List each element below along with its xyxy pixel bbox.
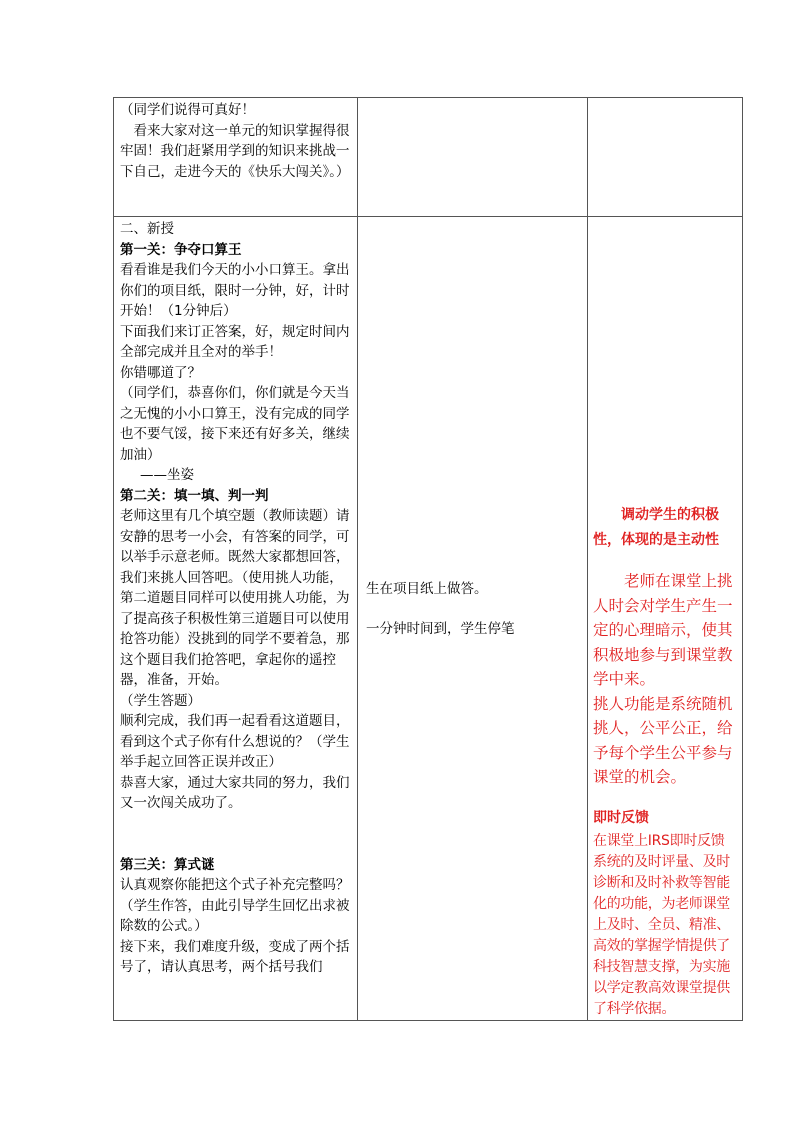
- level-2-title: 第二关：填一填、判一判: [120, 487, 269, 504]
- teacher-activity-cell: [114, 217, 358, 1021]
- paragraph: （同学们，恭喜你们，你们就是今天当之无愧的小小口算王，没有完成的同学也不要气馁，接下来还有好多关，继续加油）: [120, 385, 350, 463]
- feedback-text: 在课堂上IRS即时反馈系统的及时评量、及时诊断和及时补救等智能化的功能，为老师课堂上及时、全员、精准、高效的掌握学情提供了科技智慧支撑，为实施以学定教高效课堂提供了科学依据。: [593, 832, 730, 1017]
- paragraph: （学生答题）: [120, 692, 201, 709]
- feedback-title: 即时反馈: [593, 809, 649, 826]
- note-title: 调动学生的积极性，体现的是主动性: [593, 507, 719, 548]
- paragraph: 老师这里有几个填空题（教师读题）请安静的思考一小会，有答案的同学，可以举手示意老师。既然大家都想回答，我们来挑人回答吧。（使用挑人功能，第二道题目同样可以使用挑人功能，为了提高孩子积极性第三道题目可以使用抢答功能）没挑到的同学不要着急，那这个题目我们抢答吧，拿起你的遥控器，准备，开始。: [120, 508, 350, 688]
- paragraph: 看来大家对这一单元的知识掌握得很牢固！我们赶紧用学到的知识来挑战一下自己，走进今天的《快乐大闯关》。）: [120, 122, 350, 180]
- paragraph: 恭喜大家，通过大家共同的努力，我们又一次闯关成功了。: [120, 774, 350, 811]
- student-action: 生在项目纸上做答。: [366, 581, 488, 597]
- paragraph: 接下来，我们难度升级，变成了两个括号了，请认真思考，两个括号我们: [120, 938, 350, 975]
- paragraph: 认真观察你能把这个式子补充完整吗？: [120, 877, 350, 893]
- table-row: [114, 98, 743, 217]
- paragraph: 看看谁是我们今天的小小口算王。拿出你们的项目纸，限时一分钟，好，计时开始！（1分钟后）: [120, 262, 350, 319]
- section-heading: 二、新授: [120, 221, 174, 237]
- design-intent-cell: [588, 98, 743, 217]
- paragraph: 顺利完成，我们再一起看看这道题目，看到这个式子你有什么想说的？（学生举手起立回答正误并改正）: [120, 713, 350, 770]
- student-action: 一分钟时间到，学生停笔: [366, 621, 515, 637]
- student-activity-cell: [358, 217, 588, 1021]
- design-intent-cell: [588, 217, 743, 1021]
- note-paragraph: 老师在课堂上挑人时会对学生产生一定的心理暗示，使其积极地参与到课堂教学中来。: [593, 572, 733, 688]
- level-3-title: 第三关：算式谜: [120, 856, 215, 873]
- paragraph: （学生作答，由此引导学生回忆出求被除数的公式。）: [120, 897, 350, 934]
- paragraph: 下面我们来订正答案，好，规定时间内全部完成并且全对的举手！: [120, 323, 350, 360]
- note-paragraph: 挑人功能是系统随机挑人，公平公正，给予每个学生公平参与课堂的机会。: [593, 694, 733, 786]
- student-activity-cell: [358, 98, 588, 217]
- paragraph: ——坐姿: [140, 467, 194, 483]
- lesson-plan-table: [113, 97, 743, 1021]
- paragraph: （同学们说得可真好！: [120, 102, 255, 118]
- table-row: [114, 217, 743, 1021]
- level-1-title: 第一关：争夺口算王: [120, 241, 242, 258]
- teacher-activity-cell: [114, 98, 358, 217]
- paragraph: 你错哪道了？: [120, 364, 201, 381]
